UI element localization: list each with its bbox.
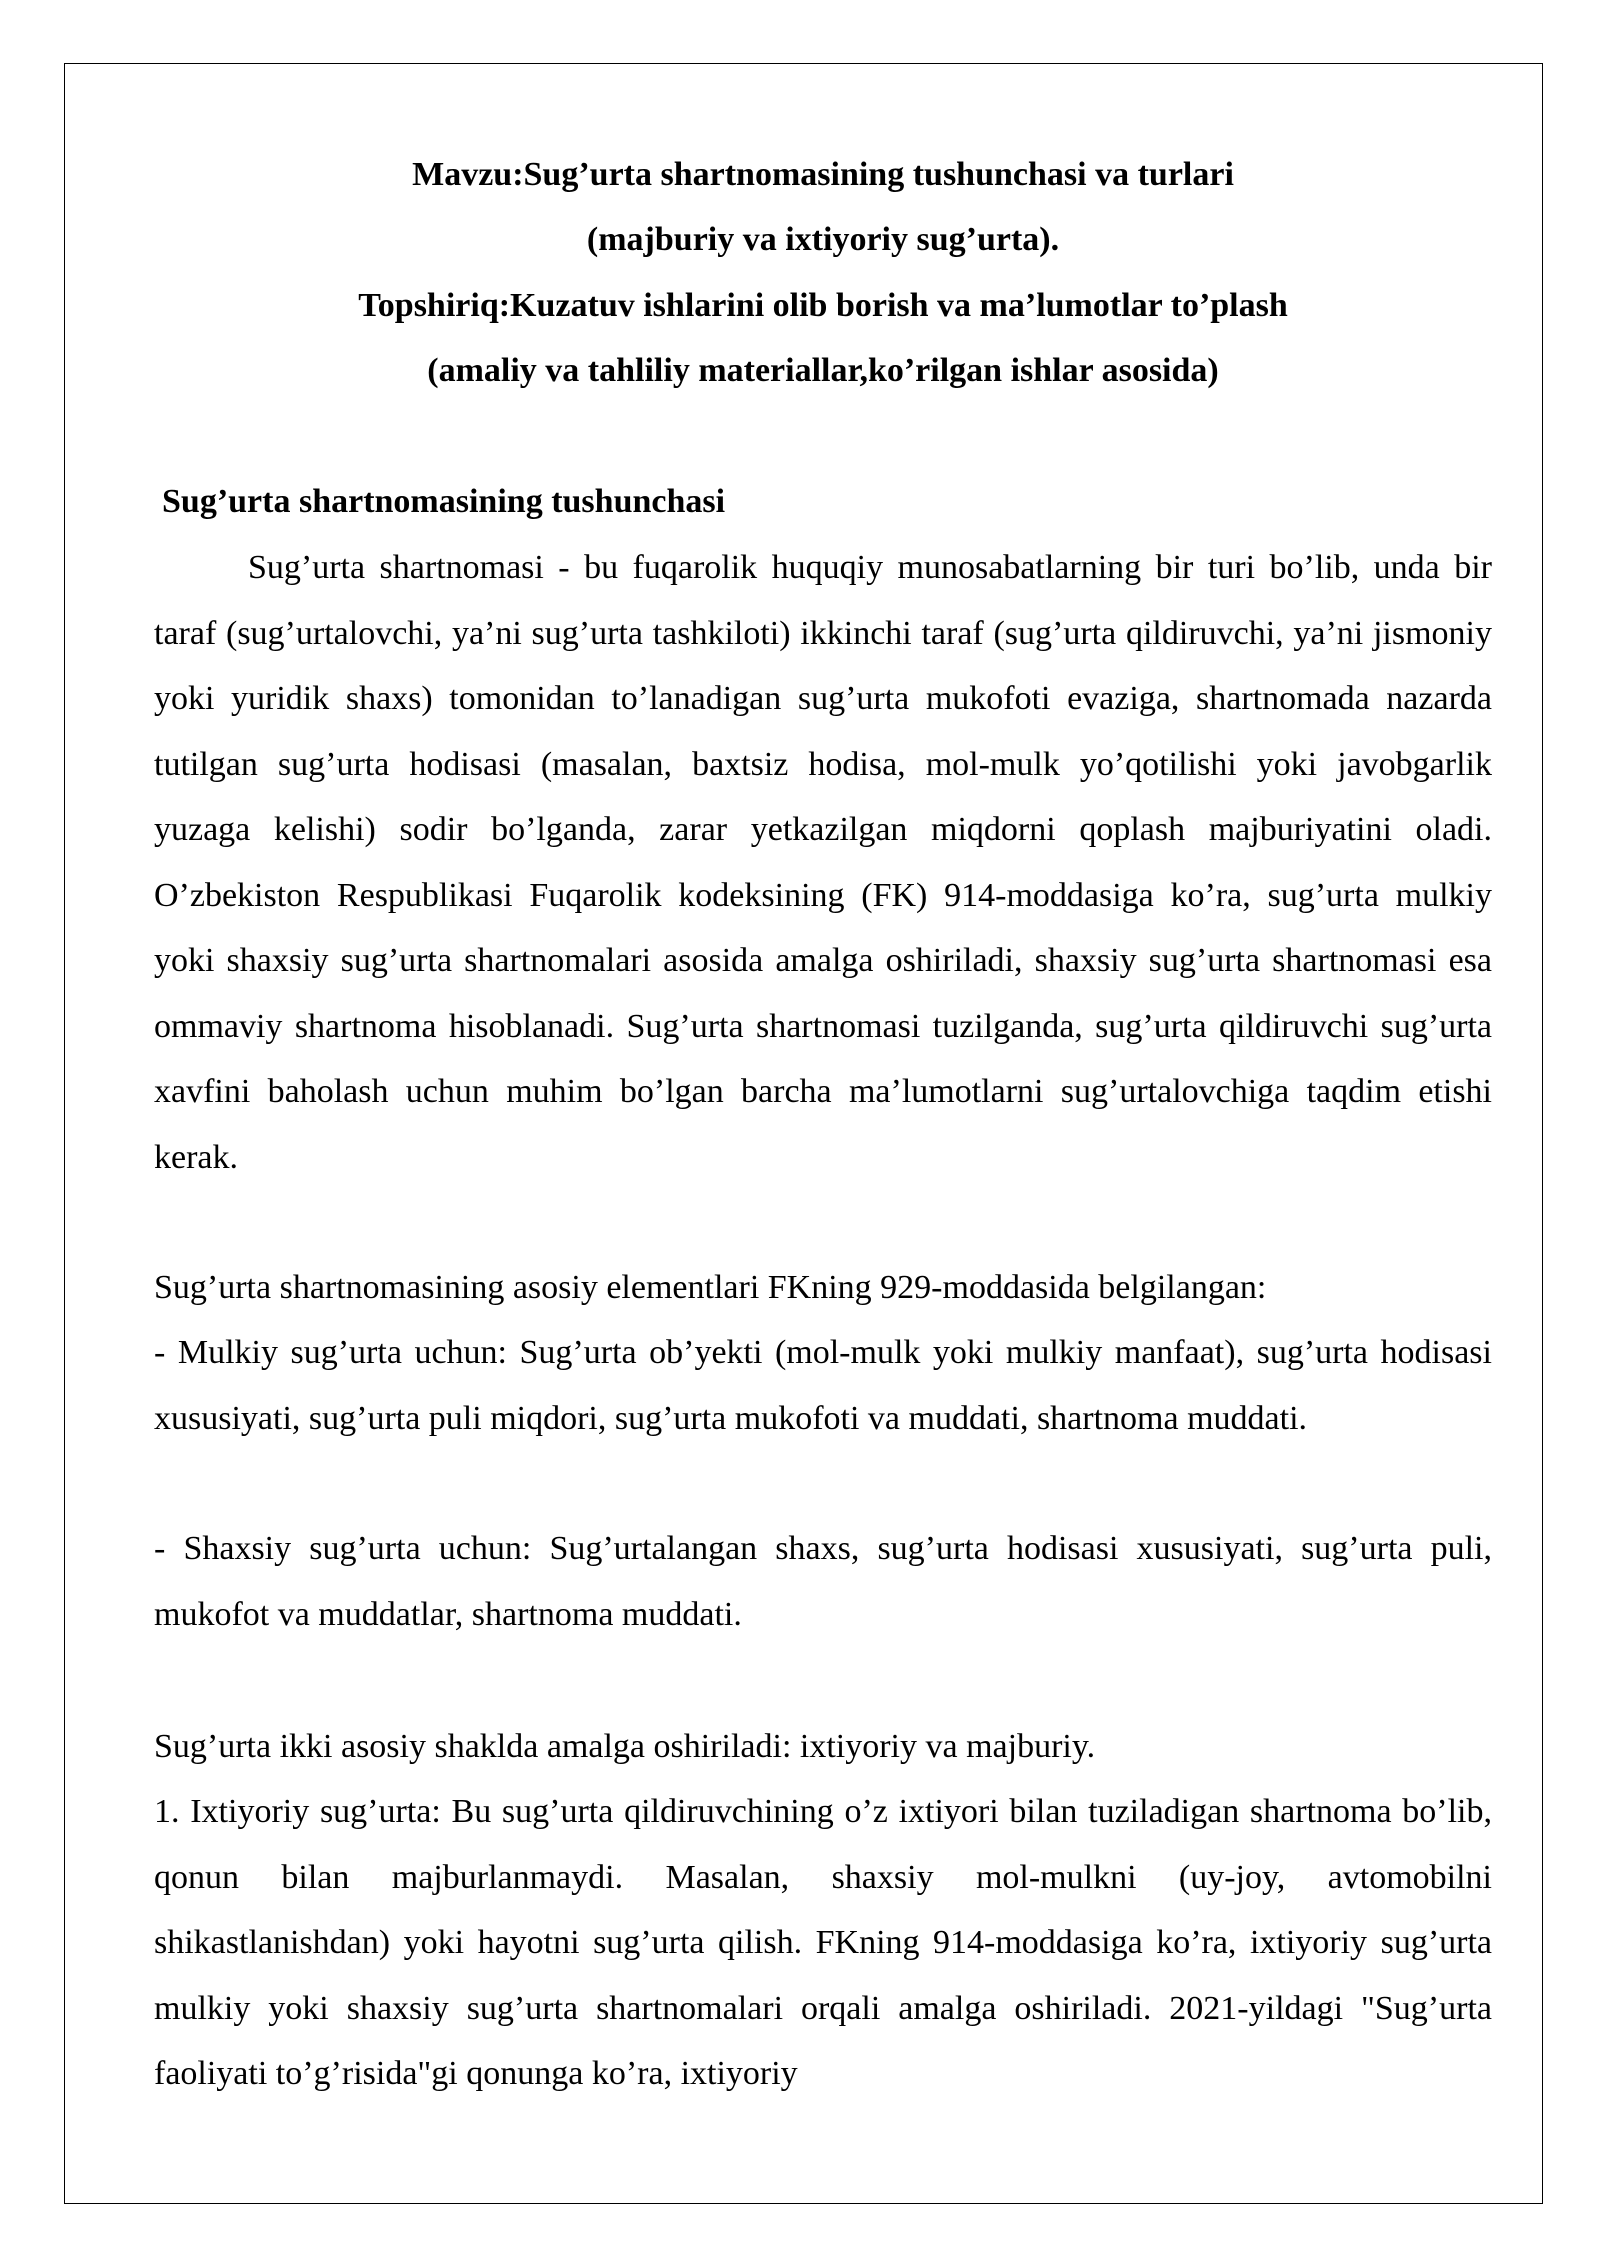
paragraph-insurance-forms: Sug’urta ikki asosiy shaklda amalga oshiriladi: ixtiyoriy va majburiy. [154, 1728, 1096, 1765]
paragraph-personal-insurance: - Shaxsiy sug’urta uchun: Sug’urtalangan shaxs, sug’urta hodisasi xususiyati, sug’urta puli, mukofot va muddatlar, shartnoma muddati. [154, 1530, 1492, 1633]
section-heading: Sug’urta shartnomasining tushunchasi [162, 483, 726, 520]
paragraph-elements-intro: Sug’urta shartnomasining asosiy elementlari FKning 929-moddasida belgilangan: [154, 1269, 1267, 1306]
paragraph-property-insurance: - Mulkiy sug’urta uchun: Sug’urta ob’yekti (mol-mulk yoki mulkiy manfaat), sug’urta hodisasi xususiyati, sug’urta puli miqdori, sug’urta mukofoti va muddati, shartnoma muddati. [154, 1334, 1492, 1437]
task-subtitle: (amaliy va tahliliy materiallar,ko’rilgan ishlar asosida) [427, 352, 1219, 389]
topic-title: Mavzu:Sug’urta shartnomasining tushunchasi va turlari [412, 156, 1234, 193]
paragraph-voluntary-insurance: 1. Ixtiyoriy sug’urta: Bu sug’urta qildiruvchining o’z ixtiyori bilan tuziladigan shartnoma bo’lib, qonun bilan majburlanmaydi. Masalan, shaxsiy mol-mulkni (uy-joy, avtomobilni shikastlanishdan) yoki hayotni sug’urta qilish. FKning 914-moddasiga ko’ra, ixtiyoriy sug’urta mulkiy yoki shaxsiy sug’urta shartnomalari orqali amalga oshiriladi. 2021-yildagi "Sug’urta faoliyati to’g’risida"gi qonunga ko’ra, ixtiyoriy [154, 1793, 1492, 2092]
topic-subtitle: (majburiy va ixtiyoriy sug’urta). [586, 221, 1060, 258]
paragraph-definition: Sug’urta shartnomasi - bu fuqarolik huquqiy munosabatlarning bir turi bo’lib, unda bir taraf (sug’urtalovchi, ya’ni sug’urta tashkiloti) ikkinchi taraf (sug’urta qildiruvchi, ya’ni jismoniy yoki yuridik shaxs) tomonidan to’lanadigan sug’urta mukofoti evaziga, shartnomada nazarda tutilgan sug’urta hodisasi (masalan, baxtsiz hodisa, mol-mulk yo’qotilishi yoki javobgarlik yuzaga kelishi) sodir bo’lganda, zarar yetkazilgan miqdorni qoplash majburiyatini oladi. O’zbekiston Respublikasi Fuqarolik kodeksining (FK) 914-moddasiga ko’ra, sug’urta mulkiy yoki shaxsiy sug’urta shartnomalari asosida amalga oshiriladi, shaxsiy sug’urta shartnomasi esa ommaviy shartnoma hisoblanadi. Sug’urta shartnomasi tuzilganda, sug’urta qildiruvchi sug’urta xavfini baholash uchun muhim bo’lgan barcha ma’lumotlarni sug’urtalovchiga taqdim etishi kerak. [154, 549, 1492, 1176]
task-title: Topshiriq:Kuzatuv ishlarini olib borish va ma’lumotlar to’plash [358, 287, 1288, 324]
